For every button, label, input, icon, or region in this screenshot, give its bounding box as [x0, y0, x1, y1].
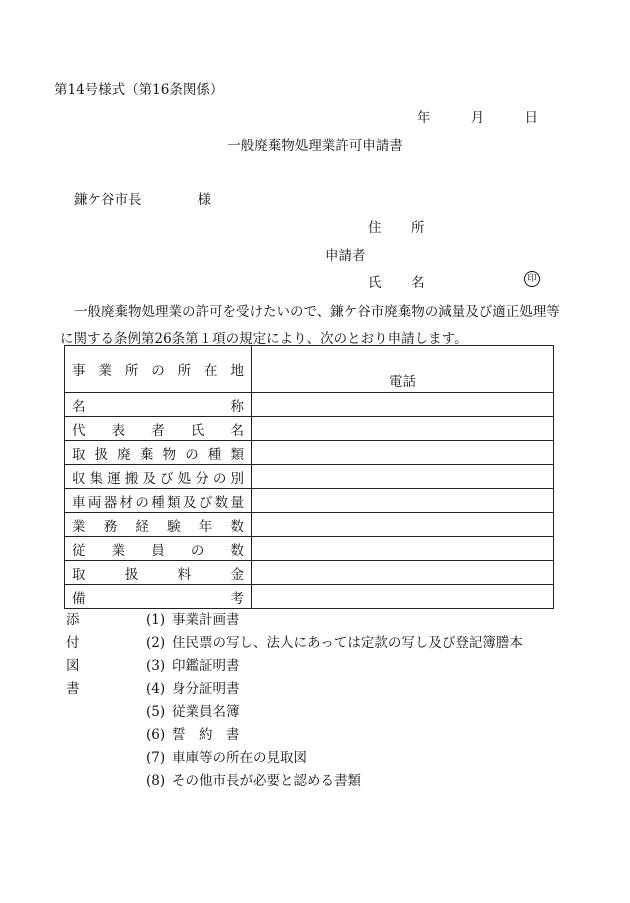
attachment-item: [146, 609, 626, 632]
table-row: [65, 441, 554, 465]
row-label-text: 従 業 員 の 数: [72, 542, 244, 559]
applicant-address-label: 住 所: [368, 220, 433, 236]
table-row: [65, 585, 554, 609]
attachment-text: 誓 約 書: [172, 727, 240, 743]
attachment-item: [146, 770, 626, 793]
table-row: [65, 537, 554, 561]
row-value-field[interactable]: [252, 489, 554, 513]
table-row: [65, 561, 554, 585]
row-label: [65, 561, 252, 585]
attachment-item: [146, 724, 626, 747]
attachment-text: 印鑑証明書: [172, 658, 240, 674]
attachment-text: その他市長が必要と認める書類: [172, 773, 361, 789]
date-field: [381, 106, 538, 126]
row-label: [65, 585, 252, 609]
attachment-item: [146, 678, 626, 701]
row-value-field[interactable]: [252, 441, 554, 465]
attachments-heading: 添付図書: [66, 612, 80, 697]
attachment-item: [146, 632, 626, 655]
row-value-field[interactable]: [252, 513, 554, 537]
attachment-text: 車庫等の所在の見取図: [172, 750, 307, 766]
row-value-field[interactable]: [252, 417, 554, 441]
attachment-item: [146, 747, 626, 770]
table-row: [65, 489, 554, 513]
row-label-text: 取 扱 廃 棄 物 の 種 類: [72, 446, 244, 463]
row-label: [65, 513, 252, 537]
attachment-number: (5): [146, 704, 166, 720]
form-number: 第14号様式（第16条関係）: [54, 82, 224, 98]
table-row: [65, 513, 554, 537]
row-label-text: 備 考: [72, 590, 244, 607]
row-value-field[interactable]: [252, 561, 554, 585]
row-label-text: 代 表 者 氏 名: [72, 422, 244, 439]
attachment-number: (6): [146, 727, 166, 743]
document-title: 一般廃棄物処理業許可申請書: [227, 138, 403, 154]
addressee-name: 鎌ケ谷市長: [74, 192, 142, 208]
row-label-text: 事 業 所 の 所 在 地: [72, 363, 244, 379]
applicant-name-label: 氏 名: [368, 275, 433, 291]
row-value-field[interactable]: [252, 585, 554, 609]
date-month-label: 月: [470, 110, 485, 126]
application-statement: 一般廃棄物処理業の許可を受けたいので、鎌ケ谷市廃棄物の減量及び適正処理等に関する条例第26条第１項の規定により、次のとおり申請します。: [60, 304, 560, 347]
row-label: [65, 441, 252, 465]
attachment-number: (1): [146, 612, 166, 628]
addressee-honorific: 様: [197, 192, 211, 208]
date-day-label: 日: [524, 110, 538, 126]
date-year-label: 年: [416, 110, 431, 126]
phone-label: 電話: [389, 374, 416, 390]
attachment-text: 住民票の写し、法人にあっては定款の写し及び登記簿謄本: [172, 635, 523, 651]
table-row: [65, 417, 554, 441]
table-row: [65, 346, 554, 393]
attachment-number: (3): [146, 658, 166, 674]
row-value-field[interactable]: [252, 537, 554, 561]
attachment-item: [146, 655, 626, 678]
application-table: [64, 345, 554, 609]
row-label-text: 業 務 経 験 年 数: [72, 518, 244, 535]
row-label: [65, 465, 252, 489]
row-value-field[interactable]: [252, 346, 554, 393]
applicant-label: 申請者: [325, 248, 366, 264]
attachment-number: (4): [146, 681, 166, 697]
attachment-number: (7): [146, 750, 166, 766]
row-value-field[interactable]: [252, 465, 554, 489]
row-label-text: 車 両 器 材 の 種 類 及 び 数 量: [72, 494, 244, 511]
attachments-list: [146, 609, 626, 793]
row-label: [65, 417, 252, 441]
table-row: [65, 393, 554, 417]
seal-mark: 印: [524, 271, 540, 287]
addressee: [74, 188, 211, 208]
row-label: [65, 537, 252, 561]
row-label: [65, 489, 252, 513]
row-label-text: 取 扱 料 金: [72, 566, 244, 583]
table-row: [65, 465, 554, 489]
attachment-text: 身分証明書: [172, 681, 240, 697]
attachment-number: (8): [146, 773, 166, 789]
row-label: [65, 346, 252, 393]
attachment-item: [146, 701, 626, 724]
row-label: [65, 393, 252, 417]
row-value-field[interactable]: [252, 393, 554, 417]
row-label-text: 名 称: [72, 398, 244, 415]
attachment-text: 従業員名簿: [172, 704, 240, 720]
attachment-text: 事業計画書: [172, 612, 240, 628]
attachment-number: (2): [146, 635, 166, 651]
row-label-text: 収 集 運 搬 及 び 処 分 の 別: [72, 470, 244, 487]
